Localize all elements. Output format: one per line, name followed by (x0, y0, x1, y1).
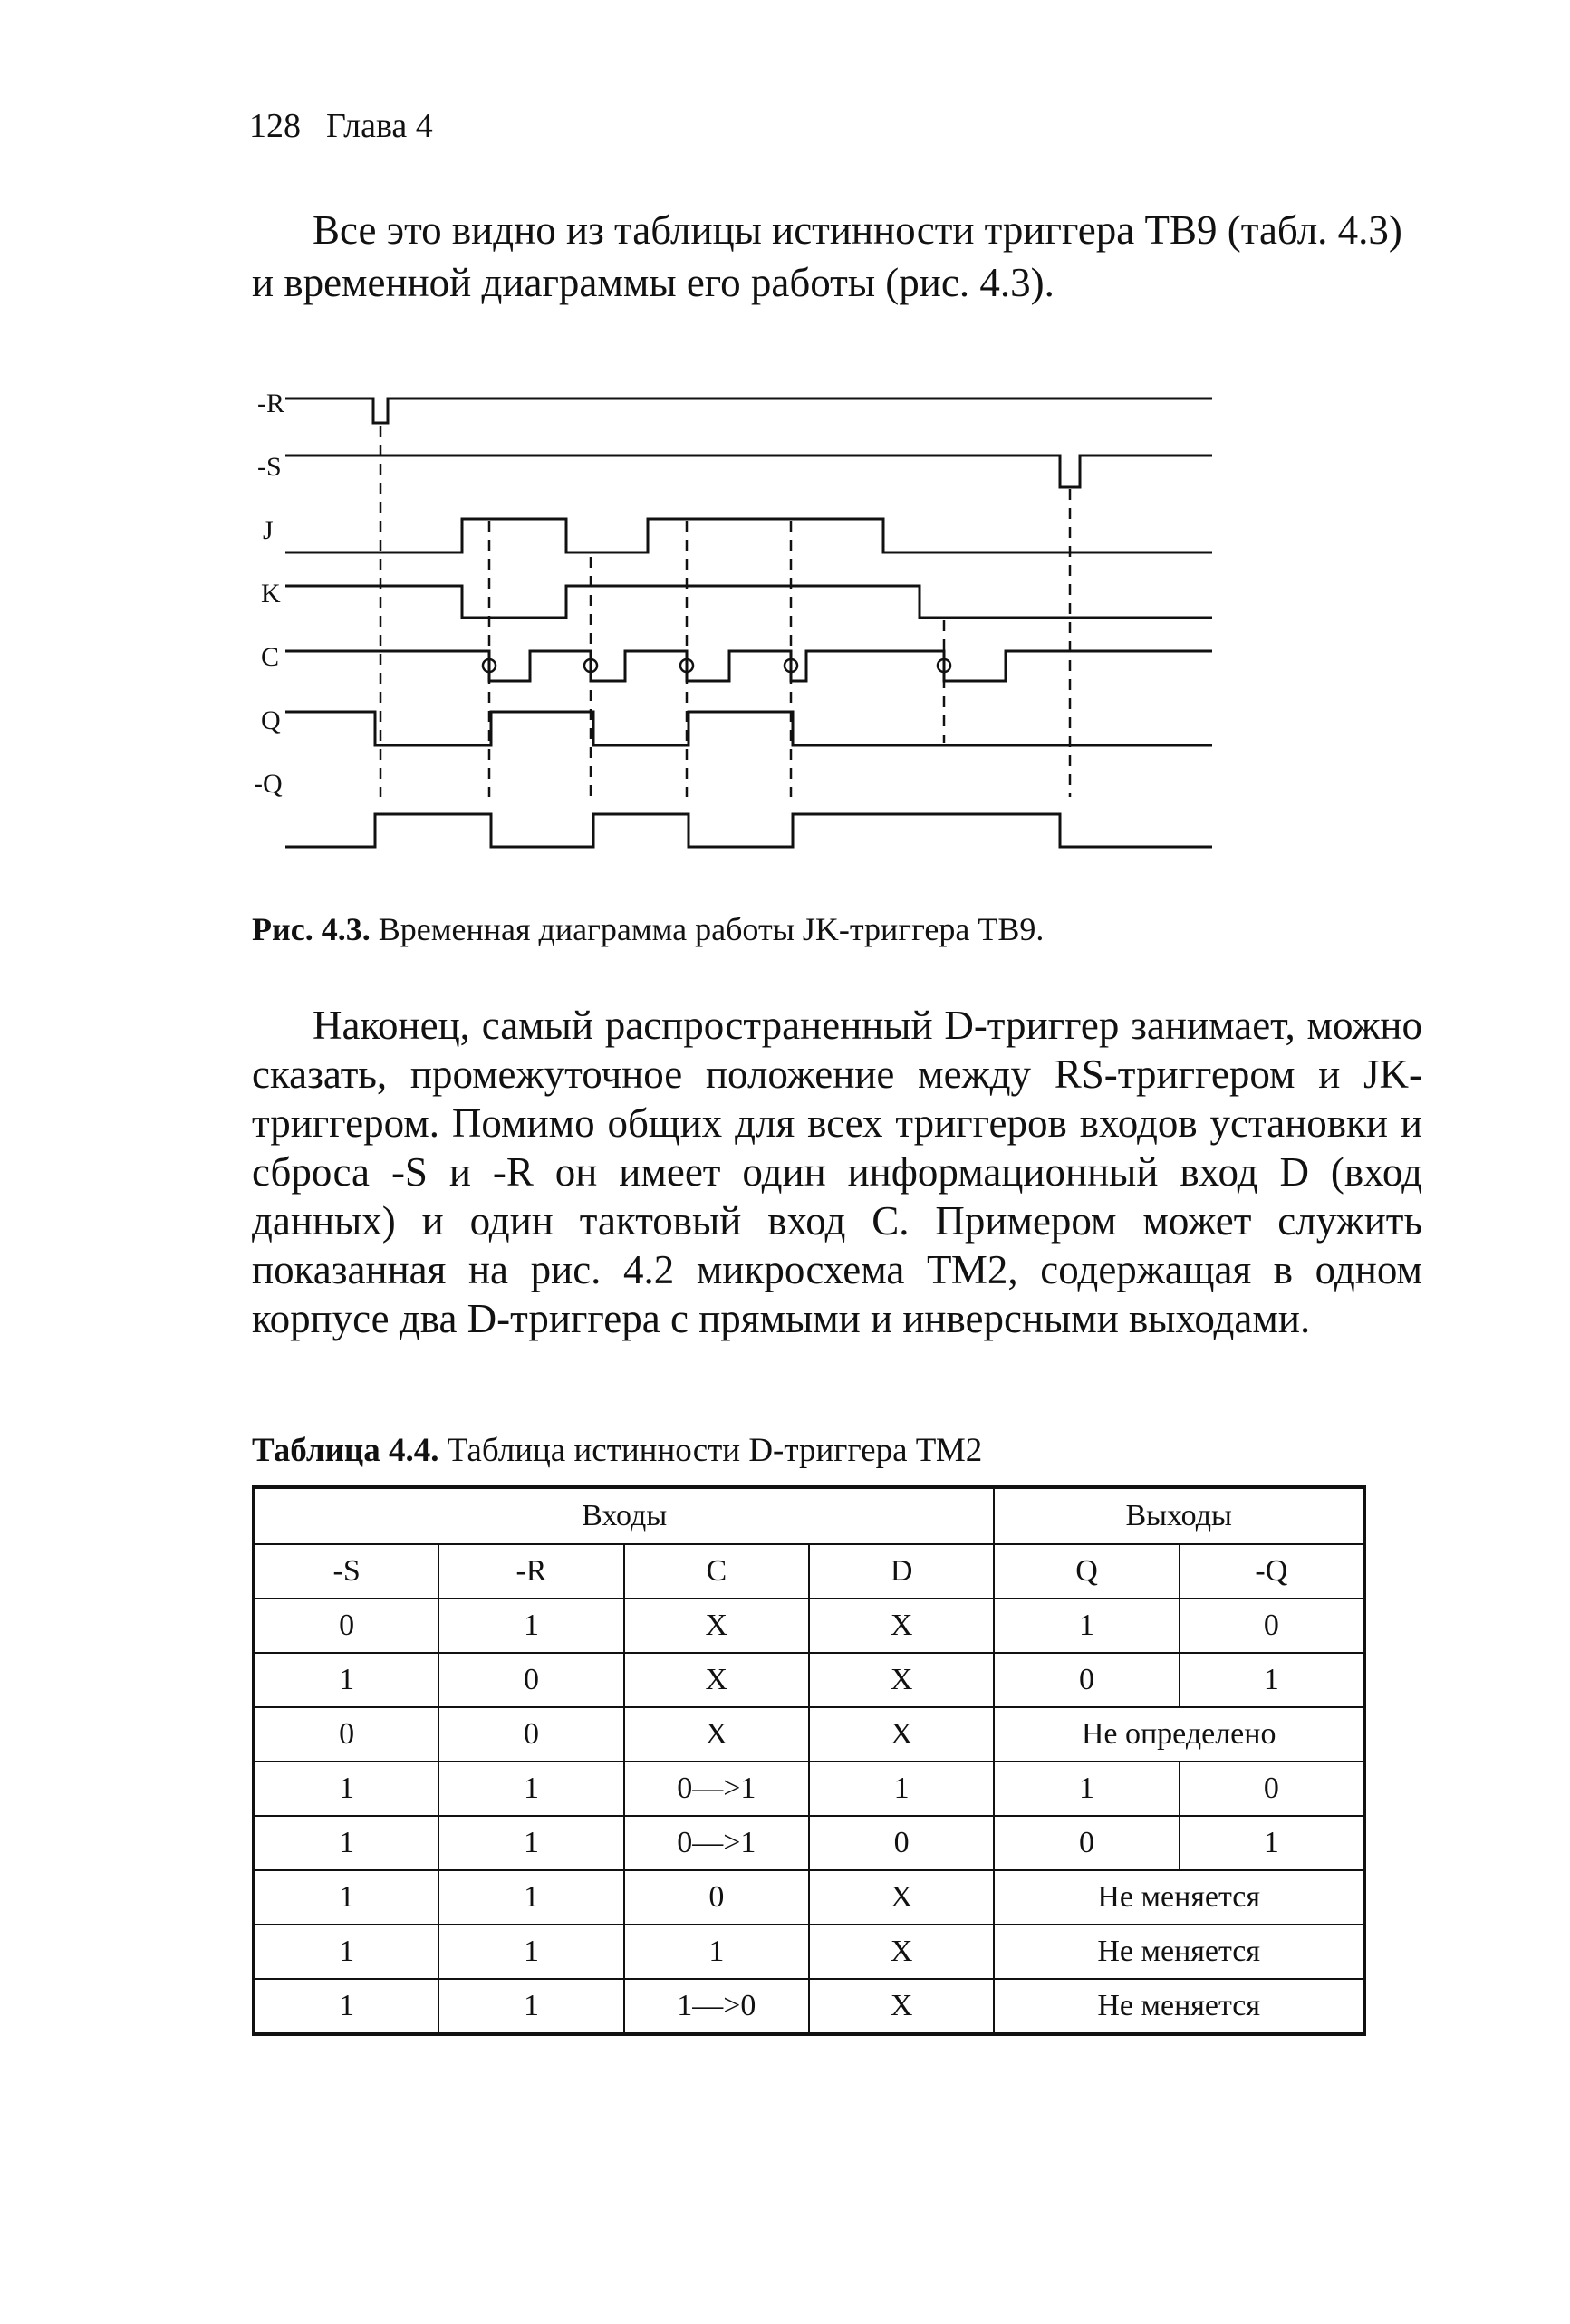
table-cell: X (809, 1599, 994, 1653)
page-number: 128 (249, 107, 301, 145)
waveform-j (285, 519, 1212, 552)
table-row (254, 1653, 1364, 1707)
table-cell: 0 (809, 1816, 994, 1870)
chapter-title: Глава 4 (326, 107, 433, 145)
table-cell: 0 (624, 1870, 809, 1925)
signal-label-nq: -Q (254, 769, 283, 799)
table-cell: 0 (438, 1707, 623, 1762)
table-cell: X (809, 1979, 994, 2034)
table-cell: 1 (994, 1599, 1179, 1653)
table-cell: X (809, 1707, 994, 1762)
table-group-header-row (254, 1487, 1364, 1544)
table-cell: X (624, 1599, 809, 1653)
table-cell: 0 (994, 1816, 1179, 1870)
figure-caption-label: Рис. 4.3. (252, 911, 371, 947)
table-cell: X (809, 1870, 994, 1925)
table-cell: X (624, 1653, 809, 1707)
waveform-k (285, 586, 1212, 618)
table-cell: 1 (438, 1816, 623, 1870)
table-cell: 0 (1180, 1762, 1364, 1816)
table-row (254, 1599, 1364, 1653)
table-cell: 1 (438, 1925, 623, 1979)
outputs-group-header: Выходы (994, 1487, 1364, 1544)
column-header: Q (994, 1544, 1179, 1599)
table-cell-merged: Не меняется (994, 1925, 1364, 1979)
table-cell: 1 (624, 1925, 809, 1979)
table-caption-text: Таблица истинности D-триггера ТМ2 (438, 1432, 983, 1469)
signal-label-j: J (263, 515, 274, 545)
table-cell: 1 (254, 1653, 438, 1707)
column-header: D (809, 1544, 994, 1599)
waveform-q (285, 712, 1212, 745)
signal-label-s: -S (257, 452, 282, 482)
table-cell-merged: Не меняется (994, 1870, 1364, 1925)
table-row (254, 1816, 1364, 1870)
table-cell: 1 (254, 1762, 438, 1816)
table-cell: 0 (438, 1653, 623, 1707)
column-header: С (624, 1544, 809, 1599)
table-cell: 0 (1180, 1599, 1364, 1653)
inputs-group-header: Входы (254, 1487, 994, 1544)
timing-diagram (245, 371, 1214, 860)
table-cell: 1 (438, 1599, 623, 1653)
signal-label-c: C (261, 642, 280, 672)
table-cell: 1 (254, 1870, 438, 1925)
table-cell: 1 (438, 1870, 623, 1925)
waveform-r (285, 399, 1212, 423)
table-cell: 0—>1 (624, 1816, 809, 1870)
table-cell: 1 (1180, 1653, 1364, 1707)
intro-paragraph: Все это видно из таблицы истинности триггера ТВ9 (табл. 4.3) и временной диаграммы его работы (рис. 4.3). (252, 207, 1402, 305)
table-cell: 1 (438, 1762, 623, 1816)
signal-label-q: Q (261, 706, 281, 735)
table-column-header-row (254, 1544, 1364, 1599)
table-cell: 1 (809, 1762, 994, 1816)
table-row (254, 1925, 1364, 1979)
table-caption-label: Таблица 4.4. (252, 1432, 439, 1469)
table-cell: X (809, 1653, 994, 1707)
table-cell: 1 (1180, 1816, 1364, 1870)
column-header: -S (254, 1544, 438, 1599)
table-row (254, 1707, 1364, 1762)
table-cell: 1 (994, 1762, 1179, 1816)
figure-caption (252, 910, 1044, 948)
table-cell: 1 (254, 1925, 438, 1979)
table-cell: X (809, 1925, 994, 1979)
table-cell: 0 (254, 1599, 438, 1653)
signal-label-k: K (261, 579, 281, 609)
table-cell: 1 (254, 1979, 438, 2034)
table-cell: X (624, 1707, 809, 1762)
table-cell-merged: Не меняется (994, 1979, 1364, 2034)
table-row (254, 1762, 1364, 1816)
table-cell-merged: Не определено (994, 1707, 1364, 1762)
running-head (249, 106, 433, 146)
table-cell: 1 (438, 1979, 623, 2034)
column-header: -R (438, 1544, 623, 1599)
body-paragraph: Наконец, самый распространенный D-триггер занимает, можно сказать, промежуточное положение между RS-триггером и JK-триггером. Помимо общих для всех триггеров входов установки и сброса -S и -R он имеет один информационный вход D (вход данных) и один тактовый вход С. Примером может служить показанная на рис. 4.2 микросхема ТМ2, содержащая в одном корпусе два D-триггера с прямыми и инверсными выходами. (252, 1003, 1422, 1341)
table-caption (252, 1431, 982, 1470)
waveform-c (285, 651, 1212, 681)
signal-label-r: -R (257, 389, 284, 418)
table-cell: 0 (254, 1707, 438, 1762)
table-row (254, 1870, 1364, 1925)
table-cell: 0 (994, 1653, 1179, 1707)
table-cell: 0—>1 (624, 1762, 809, 1816)
truth-table (252, 1485, 1366, 2036)
table-row (254, 1979, 1364, 2034)
table-cell: 1 (254, 1816, 438, 1870)
figure-caption-text: Временная диаграмма работы JK-триггера ТВ9. (370, 911, 1045, 947)
column-header: -Q (1180, 1544, 1364, 1599)
waveform-nq (285, 814, 1212, 847)
waveform-s (285, 456, 1212, 487)
table-cell: 1—>0 (624, 1979, 809, 2034)
